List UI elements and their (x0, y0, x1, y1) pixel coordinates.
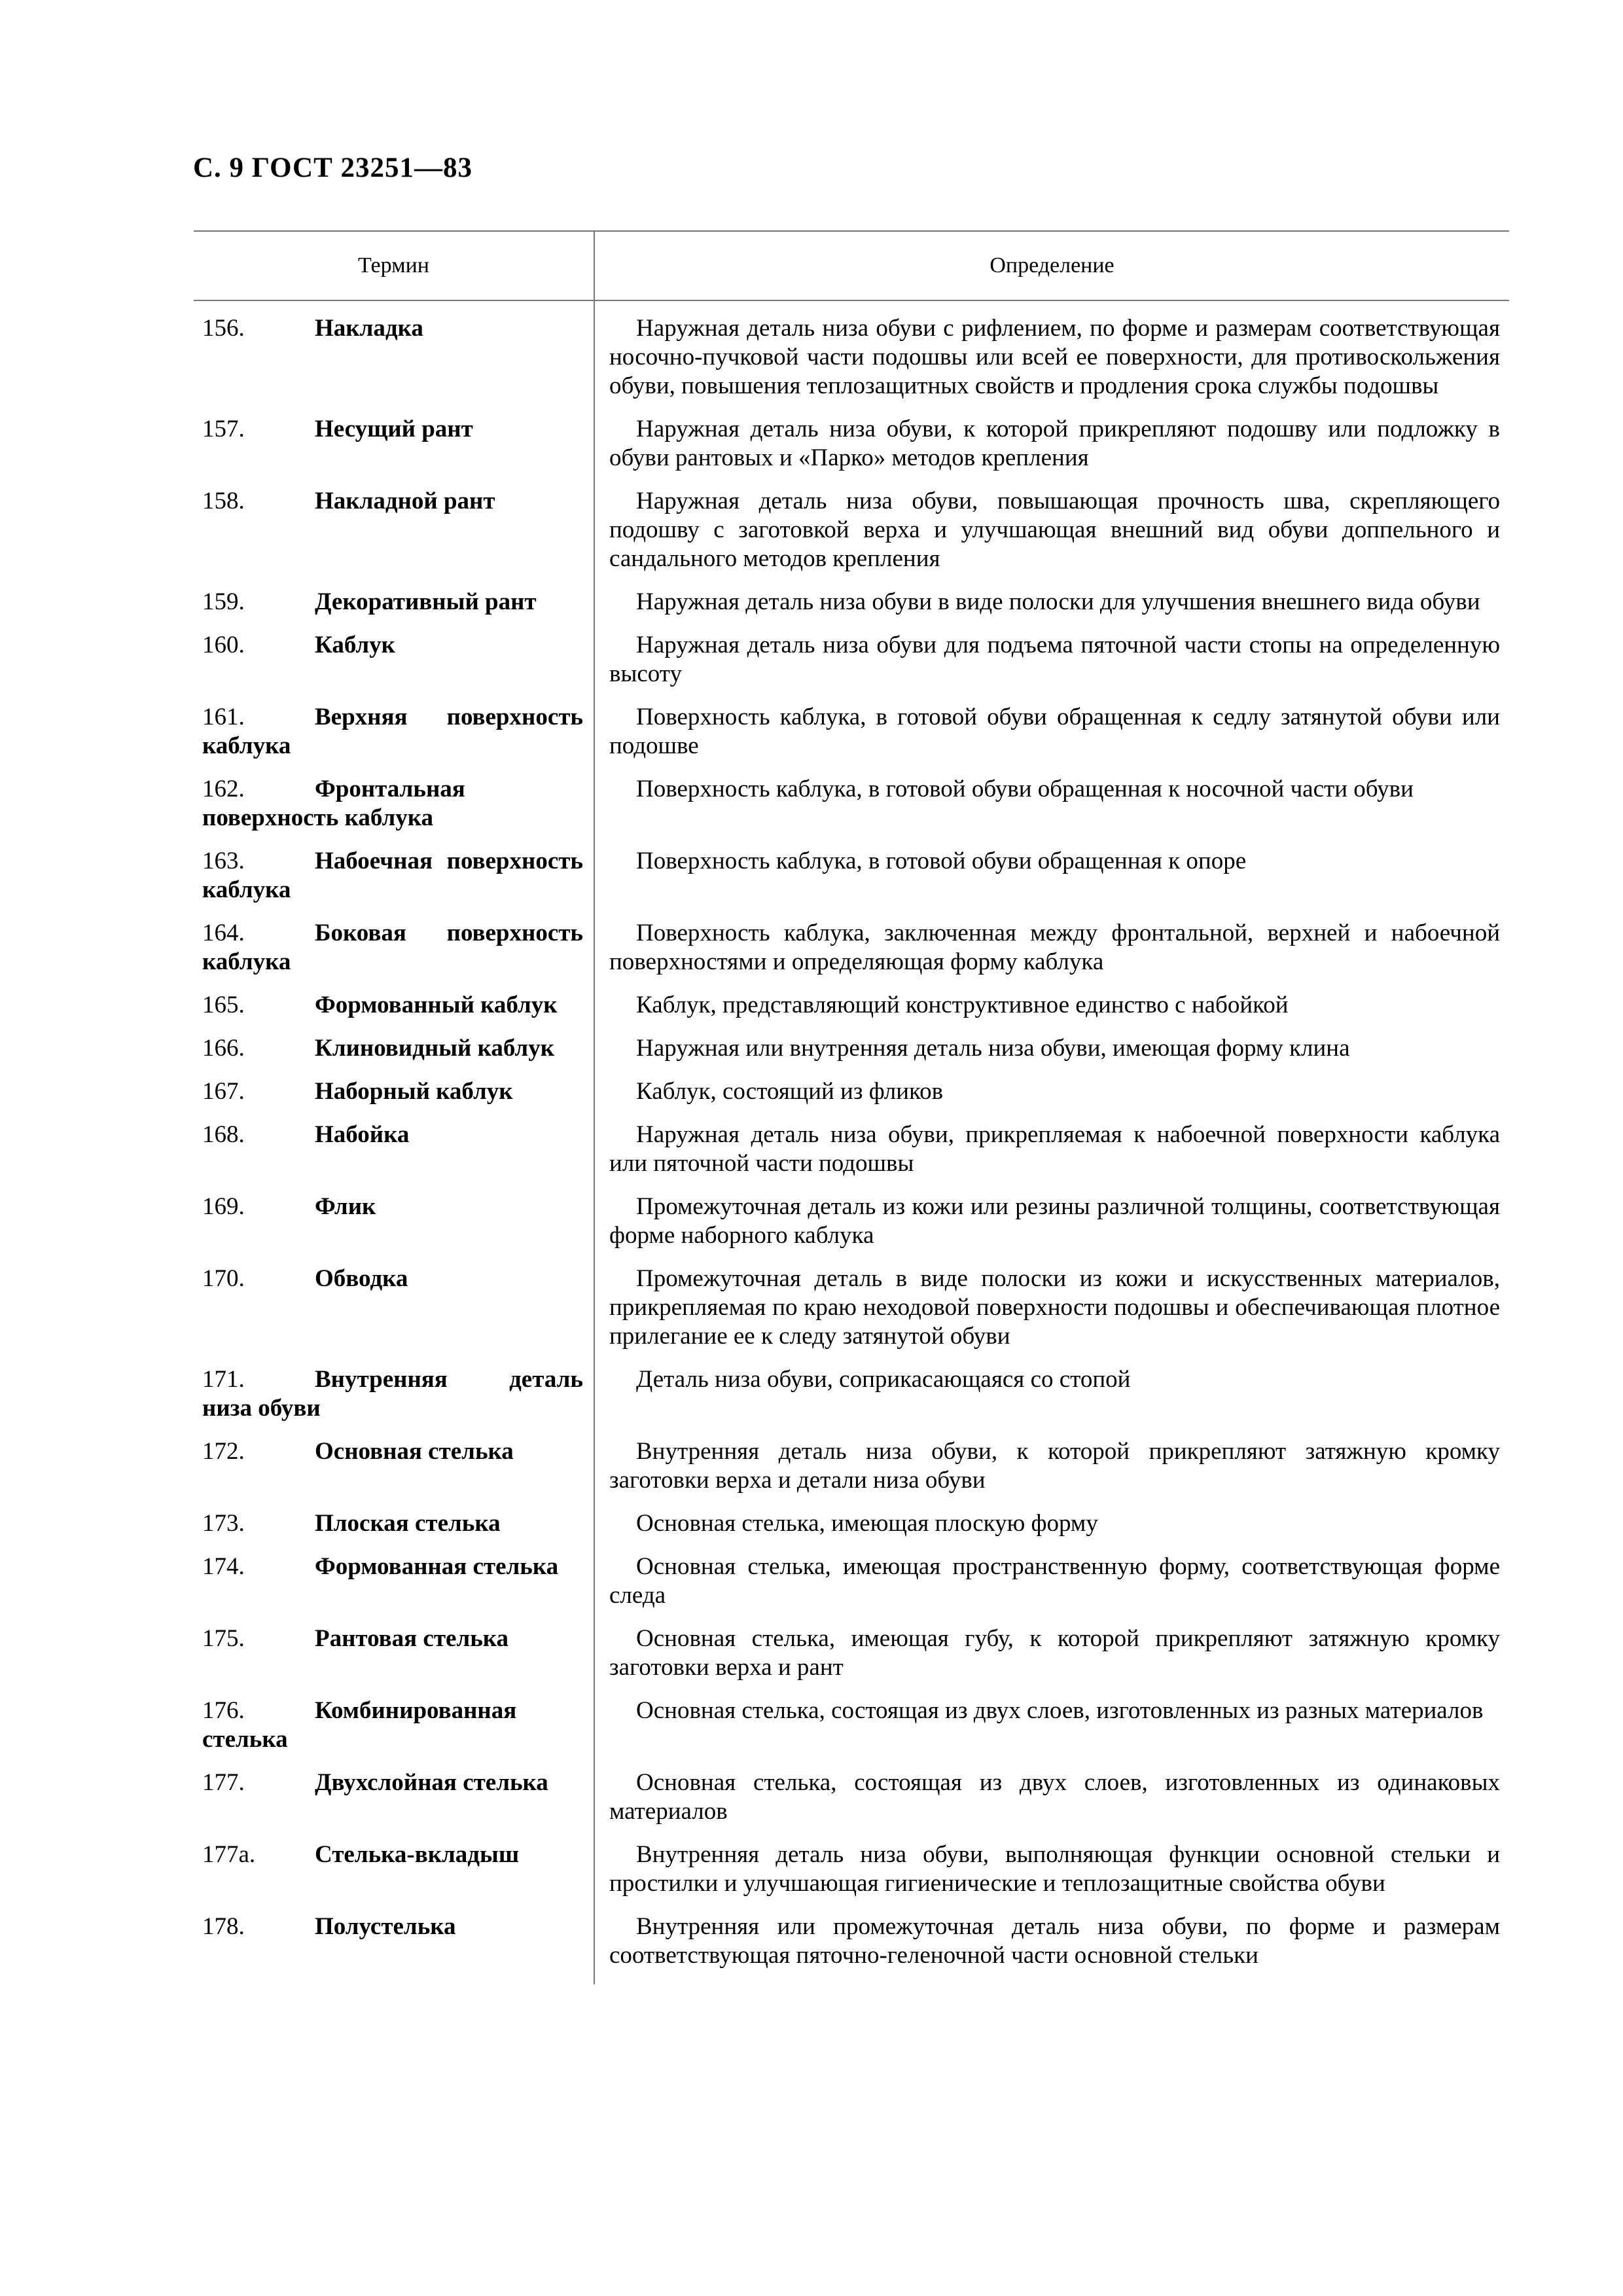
term-cell (194, 1624, 594, 1696)
table-row (194, 588, 1509, 631)
definition-cell: Деталь низа обуви, соприкасающаяся со стопой (636, 1366, 1131, 1393)
term-name: Стелька-вкладыш (315, 1841, 520, 1868)
definition-cell: Поверхность каблука, в готовой обуви обращенная к опоре (636, 848, 1247, 874)
term-name: Формованная стелька (315, 1553, 559, 1580)
table-row (194, 991, 1509, 1034)
term-name: Боковая поверхность каблука (202, 920, 583, 975)
definition-cell: Внутренняя или промежуточная деталь низа обуви, по форме и размерам соответствующая пяточно-геленочной части основной стельки (609, 1913, 1500, 1969)
definition-cell: Основная стелька, состоящая из двух слоев, изготовленных из разных материалов (636, 1697, 1484, 1724)
term-number: 170. (202, 1265, 245, 1292)
term-name: Полустелька (315, 1913, 456, 1940)
term-number: 177. (202, 1769, 245, 1796)
term-cell (194, 1912, 594, 1984)
term-number: 175. (202, 1625, 245, 1652)
term-cell (194, 588, 594, 631)
term-name: Рантовая стелька (315, 1625, 509, 1652)
definition-cell: Наружная деталь низа обуви с рифлением, по форме и размерам соответствующая носочно-пучковой части подошвы или всей ее поверхности, для противоскольжения обуви, повышения теплозащитных свойств и продления срока службы подошвы (609, 315, 1500, 399)
table-row (194, 1121, 1509, 1193)
table-row (194, 703, 1509, 775)
term-name: Формованный каблук (315, 992, 558, 1018)
table-row (194, 1265, 1509, 1365)
terms-table (194, 230, 1509, 1984)
term-name: Фронтальная поверхность каблука (202, 776, 465, 831)
term-cell (194, 1840, 594, 1912)
term-name: Клиновидный каблук (315, 1035, 555, 1062)
table-row (194, 1077, 1509, 1121)
table-row (194, 1437, 1509, 1509)
term-cell (194, 703, 594, 775)
table-row (194, 919, 1509, 991)
table-row (194, 631, 1509, 703)
definition-cell: Промежуточная деталь из кожи или резины различной толщины, соответствующая форме наборного каблука (609, 1193, 1500, 1249)
term-name: Набойка (315, 1121, 410, 1148)
term-number: 161. (202, 704, 245, 730)
term-number: 157. (202, 416, 245, 442)
column-header-definition: Определение (594, 231, 1509, 300)
term-cell (194, 1034, 594, 1077)
table-row (194, 1768, 1509, 1840)
definition-cell: Промежуточная деталь в виде полоски из кожи и искусственных материалов, прикрепляемая по краю неходовой поверхности подошвы и обеспечивающая плотное прилегание ее к следу затянутой обуви (609, 1265, 1500, 1350)
table-row (194, 1365, 1509, 1437)
term-number: 159. (202, 588, 245, 615)
table-row (194, 487, 1509, 588)
term-number: 160. (202, 632, 245, 658)
table-row (194, 1624, 1509, 1696)
term-name: Верхняя поверхность каблука (202, 704, 583, 759)
term-name: Наборный каблук (315, 1078, 513, 1105)
definition-cell: Поверхность каблука, заключенная между фронтальной, верхней и набоечной поверхностями и определяющая форму каблука (609, 920, 1500, 975)
term-number: 163. (202, 848, 245, 874)
term-name: Декоративный рант (315, 588, 537, 615)
term-number: 176. (202, 1697, 245, 1724)
table-row (194, 415, 1509, 487)
term-name: Комбинированная стелька (202, 1697, 517, 1753)
term-number: 169. (202, 1193, 245, 1220)
term-number: 164. (202, 920, 245, 946)
page-header: С. 9 ГОСТ 23251—83 (193, 152, 473, 183)
table-row (194, 1034, 1509, 1077)
term-name: Несущий рант (315, 416, 473, 442)
table-header-row (194, 231, 1509, 300)
term-number: 173. (202, 1510, 245, 1537)
definition-cell: Основная стелька, имеющая пространственную форму, соответствующая форме следа (609, 1553, 1500, 1609)
definition-cell: Основная стелька, имеющая плоскую форму (636, 1510, 1098, 1537)
term-name: Накладной рант (315, 488, 495, 514)
term-number: 178. (202, 1913, 245, 1940)
term-cell (194, 1696, 594, 1768)
term-cell (194, 775, 594, 847)
term-name: Внутренняя деталь низа обуви (202, 1366, 583, 1422)
definition-cell: Каблук, состоящий из фликов (636, 1078, 944, 1105)
term-cell (194, 1509, 594, 1552)
term-number: 174. (202, 1553, 245, 1580)
term-name: Обводка (315, 1265, 408, 1292)
table-row (194, 775, 1509, 847)
term-cell (194, 919, 594, 991)
table-row (194, 1552, 1509, 1624)
term-cell (194, 1365, 594, 1437)
term-cell (194, 991, 594, 1034)
definition-cell: Основная стелька, состоящая из двух слоев, изготовленных из одинаковых материалов (609, 1769, 1500, 1825)
column-header-term: Термин (194, 231, 594, 300)
term-cell (194, 847, 594, 919)
term-cell (194, 1768, 594, 1840)
term-cell (194, 487, 594, 588)
definition-cell: Наружная деталь низа обуви, повышающая прочность шва, скрепляющего подошву с заготовкой верха и улучшающая внешний вид обуви доппельного и сандального методов крепления (609, 488, 1500, 572)
definition-cell: Поверхность каблука, в готовой обуви обращенная к носочной части обуви (636, 776, 1414, 802)
definition-cell: Наружная деталь низа обуви, прикрепляемая к набоечной поверхности каблука или пяточной части подошвы (609, 1121, 1500, 1177)
term-number: 177а. (202, 1841, 256, 1868)
term-name: Плоская стелька (315, 1510, 501, 1537)
term-number: 158. (202, 488, 245, 514)
table-row (194, 847, 1509, 919)
term-cell (194, 1437, 594, 1509)
table-row (194, 1509, 1509, 1552)
term-number: 172. (202, 1438, 245, 1465)
term-cell (194, 1193, 594, 1265)
table-row (194, 1193, 1509, 1265)
definition-cell: Внутренняя деталь низа обуви, выполняющая функции основной стельки и простилки и улучшающая гигиенические и теплозащитные свойства обуви (609, 1841, 1500, 1897)
definition-cell: Наружная деталь низа обуви для подъема пяточной части стопы на определенную высоту (609, 632, 1500, 687)
term-name: Каблук (315, 632, 395, 658)
term-name: Двухслойная стелька (315, 1769, 548, 1796)
term-number: 165. (202, 992, 245, 1018)
definition-cell: Каблук, представляющий конструктивное единство с набойкой (636, 992, 1289, 1018)
definition-cell: Наружная или внутренняя деталь низа обуви, имеющая форму клина (636, 1035, 1350, 1062)
term-number: 168. (202, 1121, 245, 1148)
definition-cell: Основная стелька, имеющая губу, к которой прикрепляют затяжную кромку заготовки верха и рант (609, 1625, 1500, 1681)
definition-cell: Наружная деталь низа обуви, к которой прикрепляют подошву или подложку в обуви рантовых и «Парко» методов крепления (609, 416, 1500, 471)
term-cell (194, 1552, 594, 1624)
term-cell (194, 300, 594, 415)
table-row (194, 1696, 1509, 1768)
term-number: 162. (202, 776, 245, 802)
term-number: 166. (202, 1035, 245, 1062)
table-row (194, 300, 1509, 415)
term-number: 156. (202, 315, 245, 342)
term-number: 167. (202, 1078, 245, 1105)
table-row (194, 1912, 1509, 1984)
term-cell (194, 631, 594, 703)
term-name: Основная стелька (315, 1438, 514, 1465)
term-cell (194, 415, 594, 487)
term-name: Набоечная поверхность каблука (202, 848, 583, 903)
table-row (194, 1840, 1509, 1912)
term-cell (194, 1121, 594, 1193)
term-name: Флик (315, 1193, 376, 1220)
term-number: 171. (202, 1366, 245, 1393)
definition-cell: Наружная деталь низа обуви в виде полоски для улучшения внешнего вида обуви (636, 588, 1480, 615)
term-cell (194, 1265, 594, 1365)
definition-cell: Внутренняя деталь низа обуви, к которой прикрепляют затяжную кромку заготовки верха и детали низа обуви (609, 1438, 1500, 1494)
definition-cell: Поверхность каблука, в готовой обуви обращенная к седлу затянутой обуви или подошве (609, 704, 1500, 759)
term-name: Накладка (315, 315, 423, 342)
term-cell (194, 1077, 594, 1121)
table-body (194, 300, 1509, 1984)
